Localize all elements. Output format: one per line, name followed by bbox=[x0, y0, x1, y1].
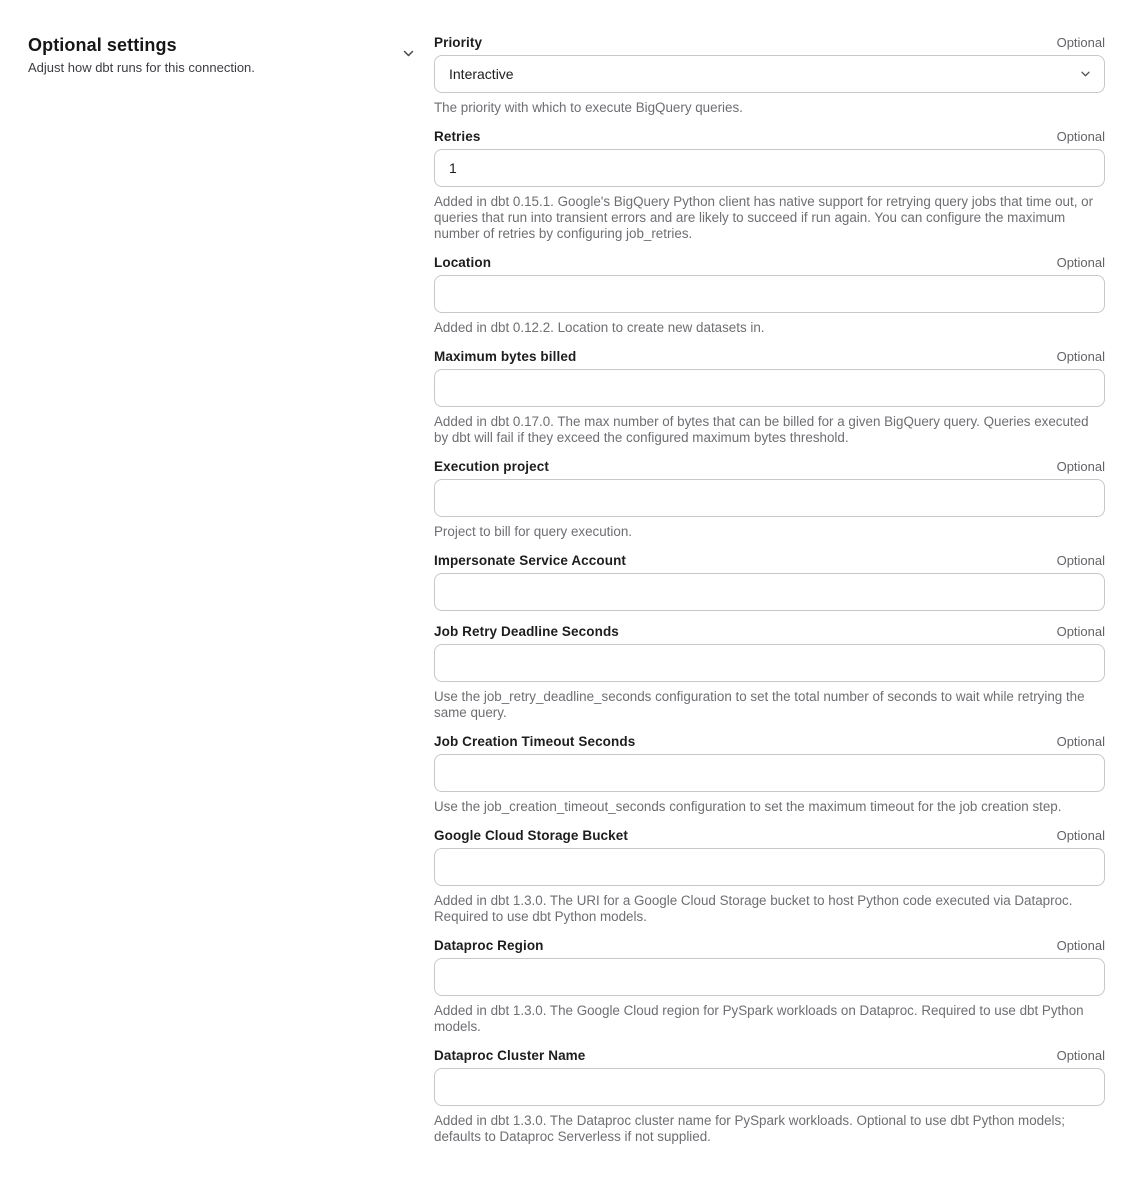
field-help: Added in dbt 1.3.0. The URI for a Google Cloud Storage bucket to host Python code executed via Dataproc. Required to use dbt Python models. bbox=[434, 893, 1073, 924]
section-header-text bbox=[28, 34, 255, 76]
optional-badge: Optional bbox=[1056, 1048, 1105, 1063]
dataproc-cluster-name-input[interactable] bbox=[434, 1068, 1105, 1106]
fields-column bbox=[434, 34, 1105, 1157]
optional-badge: Optional bbox=[1056, 938, 1105, 953]
field-help: Added in dbt 0.12.2. Location to create new datasets in. bbox=[434, 320, 765, 335]
field-label: Location bbox=[434, 255, 492, 270]
field-head bbox=[434, 1047, 1105, 1065]
optional-badge: Optional bbox=[1056, 828, 1105, 843]
optional-badge: Optional bbox=[1056, 255, 1105, 270]
field-maximum-bytes-billed bbox=[434, 348, 1105, 446]
field-label: Google Cloud Storage Bucket bbox=[434, 828, 628, 843]
field-help: Added in dbt 0.15.1. Google's BigQuery Python client has native support for retrying query jobs that time out, or queries that run into transient errors and are likely to succeed if run again. You can configure the maximum number of retries by configuring job_retries. bbox=[434, 194, 1094, 241]
field-head bbox=[434, 733, 1105, 751]
optional-badge: Optional bbox=[1056, 553, 1105, 568]
field-location bbox=[434, 254, 1105, 336]
field-dataproc-cluster-name bbox=[434, 1047, 1105, 1145]
field-head bbox=[434, 254, 1105, 272]
field-control bbox=[434, 369, 1105, 407]
field-job-creation-timeout-seconds bbox=[434, 733, 1105, 815]
field-control bbox=[434, 644, 1105, 682]
field-label: Dataproc Cluster Name bbox=[434, 1048, 586, 1063]
field-control bbox=[434, 958, 1105, 996]
optional-badge: Optional bbox=[1056, 459, 1105, 474]
field-head bbox=[434, 937, 1105, 955]
field-head bbox=[434, 827, 1105, 845]
field-impersonate-service-account bbox=[434, 552, 1105, 611]
field-head bbox=[434, 623, 1105, 641]
priority-select[interactable] bbox=[434, 55, 1105, 93]
field-control bbox=[434, 1068, 1105, 1106]
field-control bbox=[434, 149, 1105, 187]
field-label: Execution project bbox=[434, 459, 549, 474]
field-priority bbox=[434, 34, 1105, 116]
field-job-retry-deadline-seconds bbox=[434, 623, 1105, 721]
job-creation-timeout-seconds-input[interactable] bbox=[434, 754, 1105, 792]
optional-badge: Optional bbox=[1056, 129, 1105, 144]
google-cloud-storage-bucket-input[interactable] bbox=[434, 848, 1105, 886]
collapse-section-button[interactable] bbox=[399, 44, 418, 63]
field-help: Use the job_creation_timeout_seconds configuration to set the maximum timeout for the job creation step. bbox=[434, 799, 1062, 814]
field-control bbox=[434, 479, 1105, 517]
field-execution-project bbox=[434, 458, 1105, 540]
field-label: Maximum bytes billed bbox=[434, 349, 577, 364]
dataproc-region-input[interactable] bbox=[434, 958, 1105, 996]
field-control bbox=[434, 275, 1105, 313]
optional-badge: Optional bbox=[1056, 349, 1105, 364]
field-label: Job Creation Timeout Seconds bbox=[434, 734, 636, 749]
field-help: Project to bill for query execution. bbox=[434, 524, 632, 539]
field-head bbox=[434, 552, 1105, 570]
field-label: Impersonate Service Account bbox=[434, 553, 627, 568]
field-help: Added in dbt 0.17.0. The max number of bytes that can be billed for a given BigQuery query. Queries executed by dbt will fail if they exceed the configured maximum bytes threshold. bbox=[434, 414, 1089, 445]
field-label: Dataproc Region bbox=[434, 938, 544, 953]
execution-project-input[interactable] bbox=[434, 479, 1105, 517]
field-label: Retries bbox=[434, 129, 481, 144]
impersonate-service-account-input[interactable] bbox=[434, 573, 1105, 611]
section-title: Optional settings bbox=[28, 35, 177, 55]
optional-badge: Optional bbox=[1056, 35, 1105, 50]
field-label: Priority bbox=[434, 35, 483, 50]
optional-badge: Optional bbox=[1056, 624, 1105, 639]
field-head bbox=[434, 348, 1105, 366]
section-header bbox=[28, 34, 434, 76]
field-head bbox=[434, 34, 1105, 52]
field-control bbox=[434, 754, 1105, 792]
location-input[interactable] bbox=[434, 275, 1105, 313]
section-subtitle: Adjust how dbt runs for this connection. bbox=[28, 60, 255, 75]
field-label: Job Retry Deadline Seconds bbox=[434, 624, 619, 639]
field-help: Use the job_retry_deadline_seconds configuration to set the total number of seconds to wait while retrying the same query. bbox=[434, 689, 1085, 720]
field-help: The priority with which to execute BigQuery queries. bbox=[434, 100, 743, 115]
field-head bbox=[434, 458, 1105, 476]
field-dataproc-region bbox=[434, 937, 1105, 1035]
maximum-bytes-billed-input[interactable] bbox=[434, 369, 1105, 407]
field-head bbox=[434, 128, 1105, 146]
field-control bbox=[434, 848, 1105, 886]
chevron-down-icon bbox=[401, 49, 416, 64]
field-control bbox=[434, 55, 1105, 93]
field-help: Added in dbt 1.3.0. The Dataproc cluster name for PySpark workloads. Optional to use dbt Python models; defaults to Dataproc Serverless if not supplied. bbox=[434, 1113, 1065, 1144]
field-google-cloud-storage-bucket bbox=[434, 827, 1105, 925]
field-control bbox=[434, 573, 1105, 611]
field-retries bbox=[434, 128, 1105, 242]
optional-badge: Optional bbox=[1056, 734, 1105, 749]
field-help: Added in dbt 1.3.0. The Google Cloud region for PySpark workloads on Dataproc. Required to use dbt Python models. bbox=[434, 1003, 1084, 1034]
job-retry-deadline-seconds-input[interactable] bbox=[434, 644, 1105, 682]
retries-input[interactable] bbox=[434, 149, 1105, 187]
